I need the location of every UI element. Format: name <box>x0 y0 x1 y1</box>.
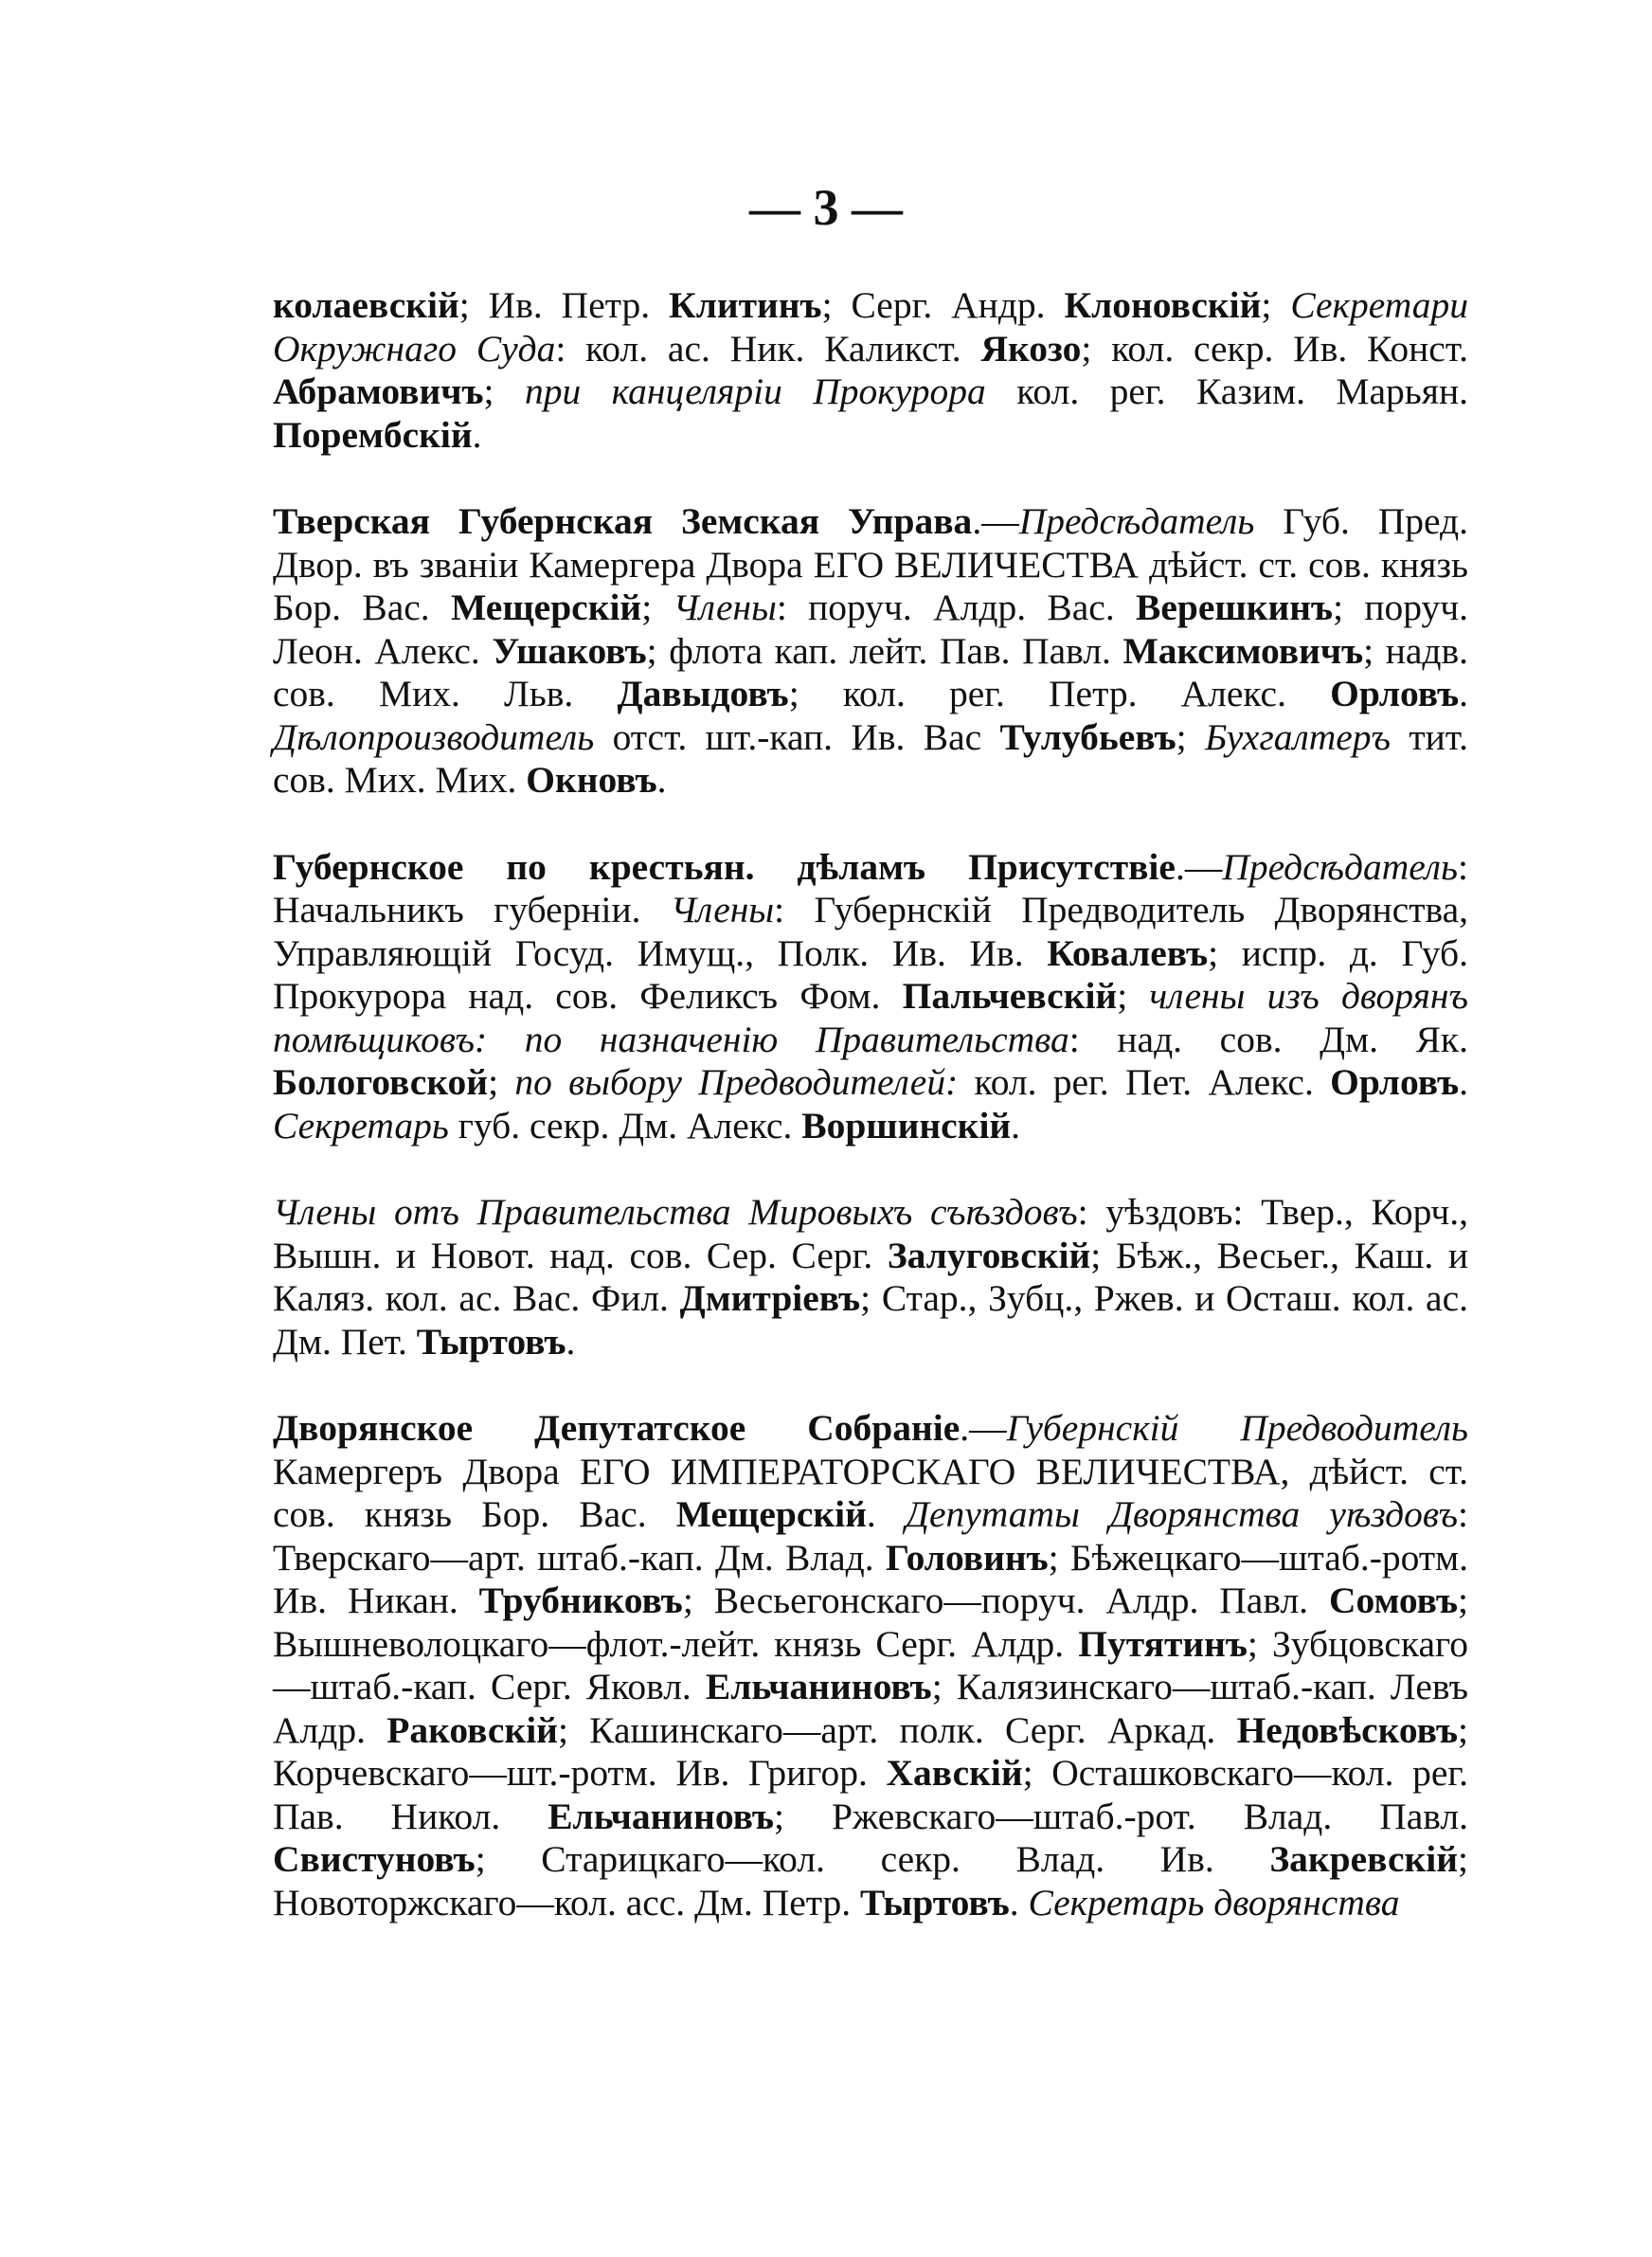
run-text: . <box>656 759 667 801</box>
paragraph-deputatskoe-sobranie <box>273 1407 1468 1924</box>
run-name: Бологовской <box>273 1061 489 1103</box>
run-text: : над. сов. Дм. Як. <box>1068 1018 1468 1060</box>
run-name: Пальчевскій <box>902 975 1118 1017</box>
paragraph-mirovye-sezdy <box>273 1191 1468 1363</box>
run-text: ; <box>1117 975 1150 1017</box>
run-name: Залуговскій <box>887 1234 1091 1276</box>
run-name: Раковскій <box>386 1708 558 1751</box>
run-name: Путятинъ <box>1078 1622 1248 1665</box>
run-text: ; Ив. Петр. <box>458 284 670 326</box>
run-text: ; Зубцовскаго—штаб.-кап. Серг. Яковл. <box>273 1622 1468 1707</box>
run-name: Мещерскій <box>451 587 642 628</box>
run-name: Ковалевъ <box>1047 931 1209 974</box>
run-title: Предсѣдатель <box>1018 500 1255 542</box>
text-column <box>273 284 1468 1924</box>
run-title: Члены отъ Правительства Мировыхъ съѣздовъ <box>273 1191 1078 1233</box>
paragraph-okruzhnoy-sud <box>273 284 1468 457</box>
run-title: Бухгалтеръ <box>1204 715 1392 758</box>
run-name: Свистуновъ <box>273 1838 476 1880</box>
run-text: .— <box>1175 845 1223 888</box>
run-text: ; Новоторжскаго—кол. асс. Дм. Петр. <box>273 1838 1468 1923</box>
run-text: . <box>472 413 482 456</box>
run-text: ; <box>1261 284 1291 326</box>
run-text: ; флота кап. лейт. Пав. Павл. <box>646 629 1123 672</box>
run-name: Орловъ <box>1330 1061 1460 1103</box>
run-name: Мещерскій <box>675 1493 867 1535</box>
run-name: Хавскій <box>886 1752 1023 1794</box>
run-name: Клитинъ <box>669 284 822 326</box>
run-text: ; кол. рег. Петр. Алекс. <box>788 673 1331 714</box>
run-name: Трубниковъ <box>478 1580 683 1621</box>
run-text: ; надв. сов. Мих. Льв. <box>273 629 1468 714</box>
run-text: ; Корчевскаго—шт.-ротм. Ив. Григор. <box>273 1708 1468 1794</box>
run-text: . <box>1459 673 1469 714</box>
run-name: Закревскій <box>1269 1838 1459 1880</box>
run-text: ; испр. д. Губ. Прокурора над. сов. Феликсъ Фом. <box>273 931 1468 1017</box>
run-name: Максимовичъ <box>1122 629 1364 672</box>
run-text: . <box>1009 1881 1029 1923</box>
run-text: ; Стар., Зубц., Ржев. и Осташ. кол. ас. Дм. Пет. <box>273 1277 1468 1363</box>
run-text: : уѣздовъ: Твер., Корч., Вышн. и Новот. над. сов. Сер. Серг. <box>273 1191 1468 1276</box>
run-name: Головинъ <box>885 1536 1049 1579</box>
run-text: кол. рег. Казим. Марьян. <box>985 370 1468 412</box>
run-name: Ушаковъ <box>492 629 647 672</box>
run-name: Ельчаниновъ <box>705 1666 932 1707</box>
run-name: Окновъ <box>526 759 657 801</box>
run-text: . <box>1459 1061 1468 1103</box>
run-title: Секретари Окружнаго Суда <box>273 284 1468 370</box>
run-text: .— <box>960 1407 1007 1449</box>
run-text: ; Серг. Андр. <box>821 284 1065 326</box>
run-text: губ. секр. Дм. Алекс. <box>448 1104 802 1147</box>
run-text: : Губернскій Предводитель Дворянства, Управляющій Госуд. Имущ., Полк. Ив. Ив. <box>273 889 1468 974</box>
paragraph-krestyanskoe-prisutstvie <box>273 846 1468 1148</box>
run-text: ; кол. секр. Ив. Конст. <box>1081 327 1468 370</box>
run-title: Дѣлопроизводитель <box>273 715 595 758</box>
run-text: ; Кашинскаго—арт. полк. Серг. Аркад. <box>557 1708 1237 1751</box>
run-name: Тулубьевъ <box>999 715 1176 758</box>
run-text: : Тверскаго—арт. штаб.-кап. Дм. Влад. <box>273 1493 1469 1579</box>
run-title: Секретарь дворянства <box>1028 1881 1400 1923</box>
paragraph-zemskaya-uprava <box>273 500 1468 803</box>
run-title: Секретарь <box>273 1104 449 1147</box>
run-name: Недовѣсковъ <box>1236 1708 1459 1751</box>
run-text: ; <box>641 587 673 628</box>
run-title: Члены <box>670 889 775 930</box>
run-title: Члены <box>673 587 777 628</box>
run-title: при канцеляріи Прокурора <box>524 370 986 412</box>
run-name: Тыртовъ <box>860 1881 1010 1923</box>
run-text: ; Весьегонскаго—поруч. Алдр. Павл. <box>682 1580 1329 1621</box>
run-text: : Начальникъ губерніи. <box>273 845 1468 930</box>
run-text: : поруч. Алдр. Вас. <box>776 587 1137 628</box>
run-text: ; Старицкаго—кол. секр. Влад. Ив. <box>475 1838 1270 1880</box>
run-title: по выбору Предводителей: <box>514 1061 959 1103</box>
run-text: кол. рег. Пет. Алекс. <box>958 1061 1331 1103</box>
run-name: Губернское по крестьян. дѣламъ Присутствіе <box>273 845 1176 888</box>
run-text: тит. сов. Мих. Мих. <box>273 715 1468 801</box>
run-name: Тыртовъ <box>416 1320 566 1363</box>
run-text: . <box>566 1320 576 1363</box>
run-text: ; Ржевскаго—штаб.-рот. Влад. Павл. <box>774 1795 1469 1837</box>
run-name: Воршинскій <box>801 1104 1012 1147</box>
run-text: ; Бѣжецкаго—штаб.-ротм. Ив. Никан. <box>273 1536 1468 1621</box>
run-text: отст. шт.-кап. Ив. Вас <box>594 715 1000 758</box>
run-text: : кол. ас. Ник. Каликст. <box>555 327 981 370</box>
run-text: . <box>1011 1104 1021 1147</box>
page-number: — 3 — <box>749 179 903 236</box>
run-text: ; Бѣж., Весьег., Каш. и Каляз. кол. ас. Вас. Фил. <box>273 1234 1468 1319</box>
run-name: Тверская Губернская Земская Управа <box>273 500 973 542</box>
run-name: Ельчаниновъ <box>548 1795 775 1837</box>
run-name: Якозо <box>980 327 1082 370</box>
run-text: ; <box>483 370 525 412</box>
run-title: члены изъ дворянъ помѣщиковъ: по назначенію Правительства <box>273 975 1468 1060</box>
run-name: Порембскій <box>273 413 473 456</box>
run-text: . <box>866 1493 906 1535</box>
run-name: Давыдовъ <box>617 673 789 714</box>
run-name: Клоновскій <box>1064 284 1262 326</box>
run-title: Депутаты Дворянства уѣздовъ <box>905 1493 1459 1535</box>
run-name: Абрамовичъ <box>273 370 484 412</box>
run-title: Предсѣдатель <box>1222 845 1459 888</box>
run-text: ; Калязинскаго—штаб.-кап. Левъ Алдр. <box>273 1666 1468 1751</box>
run-name: Верешкинъ <box>1136 587 1334 628</box>
run-text: .— <box>972 500 1019 542</box>
run-name: Орловъ <box>1330 673 1460 714</box>
run-text: ; Вышневолоцкаго—флот.-лейт. князь Серг. Алдр. <box>273 1580 1468 1665</box>
run-text: ; <box>1176 715 1205 758</box>
run-name: колаевскій <box>273 284 459 326</box>
run-name: Сомовъ <box>1328 1580 1459 1621</box>
run-title: Губернскій Предводитель <box>1006 1407 1468 1449</box>
run-name: Дворянское Депутатское Собраніе <box>273 1407 961 1449</box>
run-text: ; <box>488 1061 515 1103</box>
run-name: Дмитріевъ <box>679 1277 861 1319</box>
run-text: Губ. Пред. Двор. въ званіи Камергера Двора ЕГО ВЕЛИЧЕСТВА дѣйст. ст. сов. князь Бор. Вас. <box>273 500 1468 628</box>
run-text: ; Осташковскаго—кол. рег. Пав. Никол. <box>273 1752 1468 1837</box>
run-text: Камергеръ Двора ЕГО ИМПЕРАТОРСКАГО ВЕЛИЧЕСТВА, дѣйст. ст. сов. князь Бор. Вас. <box>273 1450 1468 1535</box>
run-text: ; поруч. Леон. Алекс. <box>273 587 1469 672</box>
